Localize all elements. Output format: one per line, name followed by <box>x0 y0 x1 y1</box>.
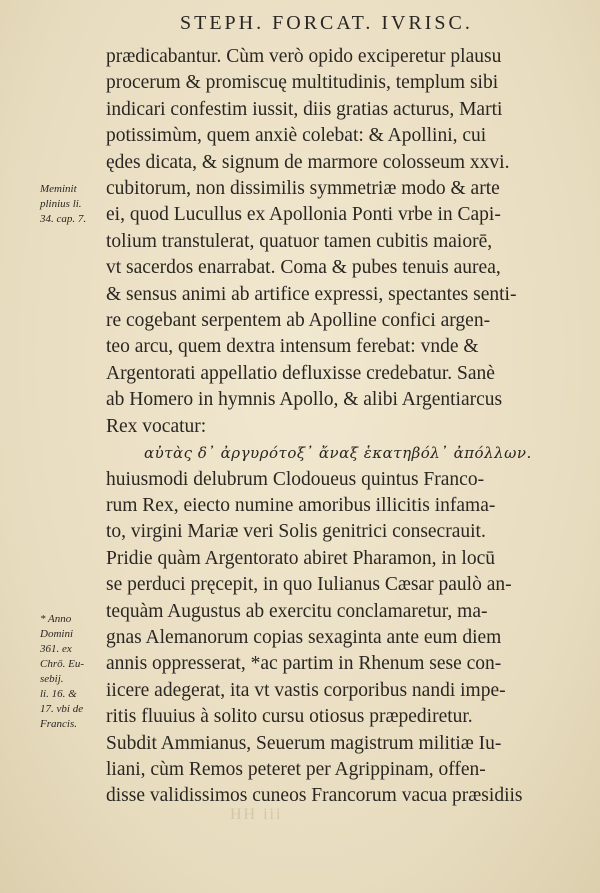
margin-note-anno-domini <box>40 612 104 732</box>
text-line: vt sacerdos enarrabat. Coma & pubes tenuis aurea, <box>106 257 501 279</box>
text-line: to, virgini Mariæ veri Solis genitrici consecrauit. <box>106 521 486 543</box>
margin-line: Francis. <box>40 718 77 730</box>
margin-line: 34. cap. 7. <box>40 213 87 225</box>
text-line: teo arcu, quem dextra intensum ferebat: vnde & <box>106 336 479 358</box>
text-line: ritis fluuius à solito cursu otiosus præpediretur. <box>106 706 473 728</box>
text-line: Rex vocatur: <box>106 415 207 437</box>
text-line: ab Homero in hymnis Apollo, & alibi Argentiarcus <box>106 389 503 411</box>
text-line: procerum & promiscuę multitudinis, templum sibi <box>106 72 499 94</box>
margin-line: Meminit <box>40 183 77 195</box>
margin-line: 361. ex <box>40 643 72 655</box>
margin-line: Chrō. Eu- <box>40 658 84 670</box>
faint-show-through-text: HH iii <box>230 806 283 823</box>
main-text-block <box>106 44 568 810</box>
margin-line: * Anno <box>40 613 72 625</box>
greek-quotation: αὐτὰς δ᾽ ἀργυρότοξ᾽ ἄναξ ἑκατηβόλ᾽ ἀπόλλων. <box>144 444 532 463</box>
text-line: gnas Alemanorum copias sexaginta ante eum diem <box>106 626 502 648</box>
margin-note-pliny <box>40 182 104 227</box>
text-line: rum Rex, eiecto numine amoribus illicitis infama- <box>106 494 496 516</box>
margin-line: plinius li. <box>40 198 82 210</box>
text-line: huiusmodi delubrum Clodoueus quintus Franco- <box>106 468 485 490</box>
margin-line: li. 16. & <box>40 688 77 700</box>
text-line: potissimùm, quem anxiè colebat: & Apollini, cui <box>106 125 487 147</box>
text-line: re cogebant serpentem ab Apolline confici argen- <box>106 310 491 332</box>
text-line: iicere adegerat, ita vt vastis corporibus nandi impe- <box>106 679 506 701</box>
text-line: annis oppresserat, *ac partim in Rhenum sese con- <box>106 653 502 675</box>
text-line: tolium transtulerat, quatuor tamen cubitis maiorē, <box>106 230 493 252</box>
text-line: prædicabantur. Cùm verò opido exciperetur plausu <box>106 46 502 67</box>
margin-line: 17. vbi de <box>40 703 84 715</box>
text-line: tequàm Augustus ab exercitu conclamaretur, ma- <box>106 600 488 622</box>
text-line: se perduci pręcepit, in quo Iulianus Cæsar paulò an- <box>106 574 512 596</box>
text-line: Argentorati appellatio defluxisse credebatur. Sanè <box>106 362 495 384</box>
text-line: liani, cùm Remos peteret per Agrippinam, offen- <box>106 758 486 780</box>
text-line: Pridie quàm Argentorato abiret Pharamon, in locū <box>106 547 496 569</box>
text-line: ei, quod Lucullus ex Apollonia Ponti vrbe in Capi- <box>106 204 501 226</box>
text-line: indicari confestim iussit, diis gratias acturus, Marti <box>106 98 503 120</box>
margin-line: Domini <box>40 628 73 640</box>
text-line: Subdit Ammianus, Seuerum magistrum militiæ Iu- <box>106 732 502 754</box>
text-line: & sensus animi ab artifice expressi, spectantes senti- <box>106 283 517 305</box>
text-line: disse validissimos cuneos Francorum vacua præsidiis <box>106 785 523 807</box>
text-line: ędes dicata, & signum de marmore colosseum xxvi. <box>106 151 510 173</box>
running-header: STEPH. FORCAT. IVRISC. <box>180 12 473 34</box>
text-line: cubitorum, non dissimilis symmetriæ modo & arte <box>106 178 500 200</box>
margin-line: sebij. <box>40 673 64 685</box>
